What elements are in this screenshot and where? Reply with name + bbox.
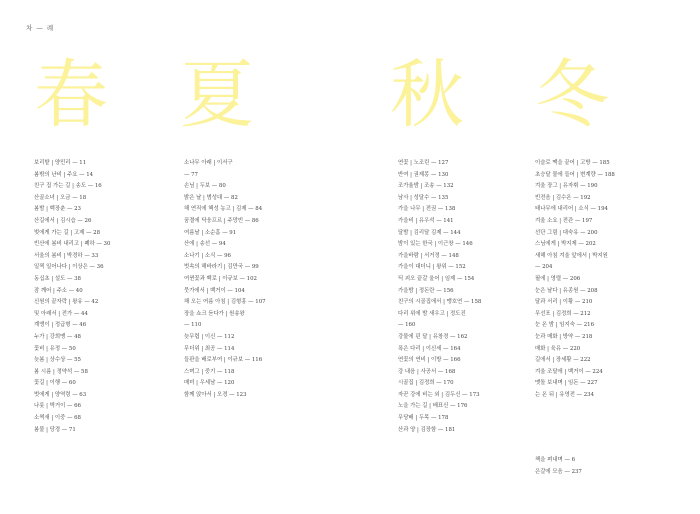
toc-entry: 자꾼 강에 비는 외 | 김두신 — 173 bbox=[398, 391, 480, 398]
toc-entry: 겨울 장그 | 유자휘 — 190 bbox=[535, 183, 598, 190]
toc-entry: 시골집 | 김정희 — 170 bbox=[398, 380, 454, 387]
toc-entry: 다리 위에 밤 새우고 | 정도진 bbox=[398, 310, 466, 317]
toc-entry: 빈산에 봄비 내리고 | 폐하 — 30 bbox=[34, 241, 111, 248]
toc-entry: 함께 앉아서 | 오경 — 123 bbox=[184, 391, 247, 398]
toc-entry: 소나무 아래 | 이서구 bbox=[184, 160, 233, 166]
toc-entry: 친구 집 가는 길 | 송도 — 16 bbox=[34, 183, 102, 190]
toc-entry: 산에 | 송선 — 94 bbox=[184, 241, 226, 248]
toc-entry: 산길에서 | 김시습 — 26 bbox=[34, 217, 92, 224]
toc-entry: 계앵이 | 정급형 — 46 bbox=[34, 322, 87, 329]
toc-entry: 여름날 | 소순흠 — 91 bbox=[184, 229, 237, 236]
toc-entry: 누가 | 강희맹 — 48 bbox=[34, 333, 81, 340]
toc-entry: 꽃비 | 유정 — 50 bbox=[34, 345, 76, 352]
page-header: 차 — 례 bbox=[26, 24, 55, 32]
toc-entry: 소나기 | 소식 — 96 bbox=[184, 252, 231, 259]
toc-entry: 봄 시름 | 정약석 — 58 bbox=[34, 368, 88, 375]
toc-entry: 가을바람 | 서거정 — 148 bbox=[398, 252, 459, 259]
toc-entry: 벗에게 | 양역령 — 63 bbox=[34, 391, 87, 398]
toc-entry: 나룻 | 박거이 — 66 bbox=[34, 403, 81, 410]
toc-entry: 여뀐꽃과 백로 | 이규보 — 102 bbox=[184, 275, 257, 282]
toc-entry: 벚에게 가는 길 | 고제 — 28 bbox=[34, 229, 101, 236]
toc-entry: 서울의 봄비 | 박경하 — 33 bbox=[34, 252, 99, 259]
toc-entry: 는 온 뒤 | 유영전 — 234 bbox=[535, 391, 595, 398]
toc-entry: 달밤 | 김리달 김제 — 144 bbox=[398, 229, 461, 236]
toc-entry: 새해 아침 겨울 앞에서 | 박지원 bbox=[535, 252, 608, 259]
toc-entry: 산과 양 | 김장함 — 181 bbox=[398, 426, 456, 433]
toc-entry: 동십초 | 설도 — 38 bbox=[34, 275, 81, 282]
toc-entry: 손님 | 두보 — 80 bbox=[184, 183, 226, 190]
toc-entry: 가을이 대더니 | 왕위 — 152 bbox=[398, 264, 466, 271]
toc-entry: 조가율밤 | 조송 — 132 bbox=[398, 183, 454, 190]
toc-entry: 무더위 | 최공 — 114 bbox=[184, 345, 235, 352]
toc-entry: 뭇가에서 | 백거이 — 104 bbox=[184, 287, 245, 294]
toc-entry: 늦봄 | 상수상 — 55 bbox=[34, 357, 81, 364]
toc-entry: 봄물 | 당경 — 71 bbox=[34, 426, 76, 433]
toc-entry: 연꽃 | 노조린 — 127 bbox=[398, 160, 449, 166]
toc-entry: 연꽃의 연비 | 이방 — 166 bbox=[398, 357, 461, 364]
toc-entry: 무당배 | 두목 — 178 bbox=[398, 415, 449, 422]
toc-entry: 해 연직에 핵성 농고 | 김제 — 84 bbox=[184, 206, 263, 213]
toc-entry: 잠 깨어 | 주소 — 40 bbox=[34, 287, 83, 294]
toc-entry: 빈전음 | 김수온 — 192 bbox=[535, 194, 591, 201]
toc-entry: 스님에게 | 박지제 — 202 bbox=[535, 241, 596, 248]
toc-entry: 밝은 날 | 범성대 — 82 bbox=[184, 194, 238, 201]
toc-entry: 해 오는 여름 아침 | 김형흥 — 107 bbox=[184, 299, 266, 306]
toc-entry: 맷돌 보내며 | 임돈 — 227 bbox=[535, 380, 598, 387]
toc-entry: 봄밤 | 백장춘 — 23 bbox=[34, 206, 81, 213]
toc-entry: 태나무에 내리어 | 소식 — 194 bbox=[535, 206, 608, 213]
toc-entry: 강물에 핀 달 | 유창경 — 162 bbox=[398, 333, 468, 340]
toc-entry: 눈은 날다 | 유종원 — 208 bbox=[535, 287, 598, 294]
toc-entry: 선단 그림 | 대숙유 — 200 bbox=[535, 229, 598, 236]
toc-entry: 친구의 시골집에서 | 맹호연 — 158 bbox=[398, 299, 482, 306]
toc-entry: 밤이 있는 한국 | 이근창 — 146 bbox=[398, 241, 473, 248]
toc-entry: 장을 쇼크 듣다가 | 원송왕 bbox=[184, 310, 245, 317]
toc-entry: 꿈결에 닥웅프르 | 주망빈 — 86 bbox=[184, 217, 259, 224]
toc-entry: 남사 | 성달수 — 135 bbox=[398, 194, 449, 201]
toc-entry: 노을 가는 길 | 배표신 — 176 bbox=[398, 403, 468, 410]
toc-entry: 무선포 | 김정희 — 212 bbox=[535, 310, 591, 317]
toc-entry: 가을밤 | 정돈란 — 156 bbox=[398, 287, 454, 294]
toc-column-spring bbox=[34, 158, 194, 436]
toc-entry: 꽃길 | 이행 — 60 bbox=[34, 380, 76, 387]
toc-entry: 가을비 | 유우석 — 141 bbox=[398, 217, 454, 224]
toc-entry: 일찍 일어나다 | 이상은 — 36 bbox=[34, 264, 104, 271]
toc-entry: 딕 괴오 끝갈 울어 | 임제 — 154 bbox=[398, 275, 475, 282]
back-matter bbox=[535, 455, 685, 478]
toc-entry: 및 아래서 | 전가 — 44 bbox=[34, 310, 88, 317]
toc-entry: 스며그 | 중기 — 118 bbox=[184, 368, 235, 375]
toc-entry: 산골소녀 | 오금 — 18 bbox=[34, 194, 87, 201]
toc-entry: 겨울 조달에 | 백거이 — 224 bbox=[535, 368, 603, 375]
toc-entry: 들판을 배로부여 | 이규보 — 116 bbox=[184, 357, 263, 364]
toc-entry: 겨울 소요 | 전관 — 197 bbox=[535, 217, 593, 224]
toc-entry: 보리밭 | 양민리 — 11 bbox=[34, 160, 87, 166]
toc-entry: 매미 | 우세남 — 120 bbox=[184, 380, 235, 387]
toc-entry: 매화 | 육유 — 220 bbox=[535, 345, 581, 352]
toc-column-autumn bbox=[398, 158, 558, 436]
toc-entry: 이슬로 맥을 끝어 | 고방 — 185 bbox=[535, 160, 610, 166]
toc-entry: — 77 bbox=[184, 171, 198, 178]
toc-entry: — 160 bbox=[398, 322, 416, 329]
toc-entry: — 110 bbox=[184, 322, 202, 329]
toc-column-winter bbox=[535, 158, 695, 401]
toc-entry: 봄밖의 난비 | 주요 — 14 bbox=[34, 171, 94, 178]
toc-entry: 소쩍새 | 이중 — 68 bbox=[34, 415, 81, 422]
toc-entry: 가을 나무 | 전권 — 138 bbox=[398, 206, 456, 213]
toc-entry: 초승달 물에 들어 | 변계량 — 188 bbox=[535, 171, 615, 178]
toc-entry: 눈 온 밤 | 임지숙 — 216 bbox=[535, 322, 595, 329]
toc-entry: 반여 | 권제몽 — 130 bbox=[398, 171, 449, 178]
toc-entry: 벗속의 해바라기 | 김만국 — 99 bbox=[184, 264, 259, 271]
season-autumn: 秋 bbox=[390, 52, 464, 138]
toc-entry: 필에 | 영렬 — 206 bbox=[535, 275, 581, 282]
toc-entry: 길에서 | 장세황 — 222 bbox=[535, 357, 591, 364]
back-matter-item: 책을 펴내며 — 6 bbox=[535, 457, 575, 463]
season-winter: 冬 bbox=[535, 52, 609, 138]
season-spring: 春 bbox=[34, 52, 108, 138]
toc-column-summer bbox=[184, 158, 344, 401]
toc-entry: 신원의 끝자락 | 왕유 — 42 bbox=[34, 299, 99, 306]
toc-entry: 강 내음 | 사공서 — 168 bbox=[398, 368, 456, 375]
season-summer: 夏 bbox=[180, 52, 254, 138]
back-matter-item: 은갈에 모음 — 237 bbox=[535, 468, 582, 475]
toc-entry: 달과 서리 | 이황 — 210 bbox=[535, 299, 593, 306]
toc-entry: 늦무렵 | 이신 — 112 bbox=[184, 333, 235, 340]
toc-entry: — 204 bbox=[535, 264, 553, 271]
toc-entry: 눈과 매화 | 방약 — 218 bbox=[535, 333, 593, 340]
toc-entry: 폭은 다리 | 이신세 — 164 bbox=[398, 345, 461, 352]
